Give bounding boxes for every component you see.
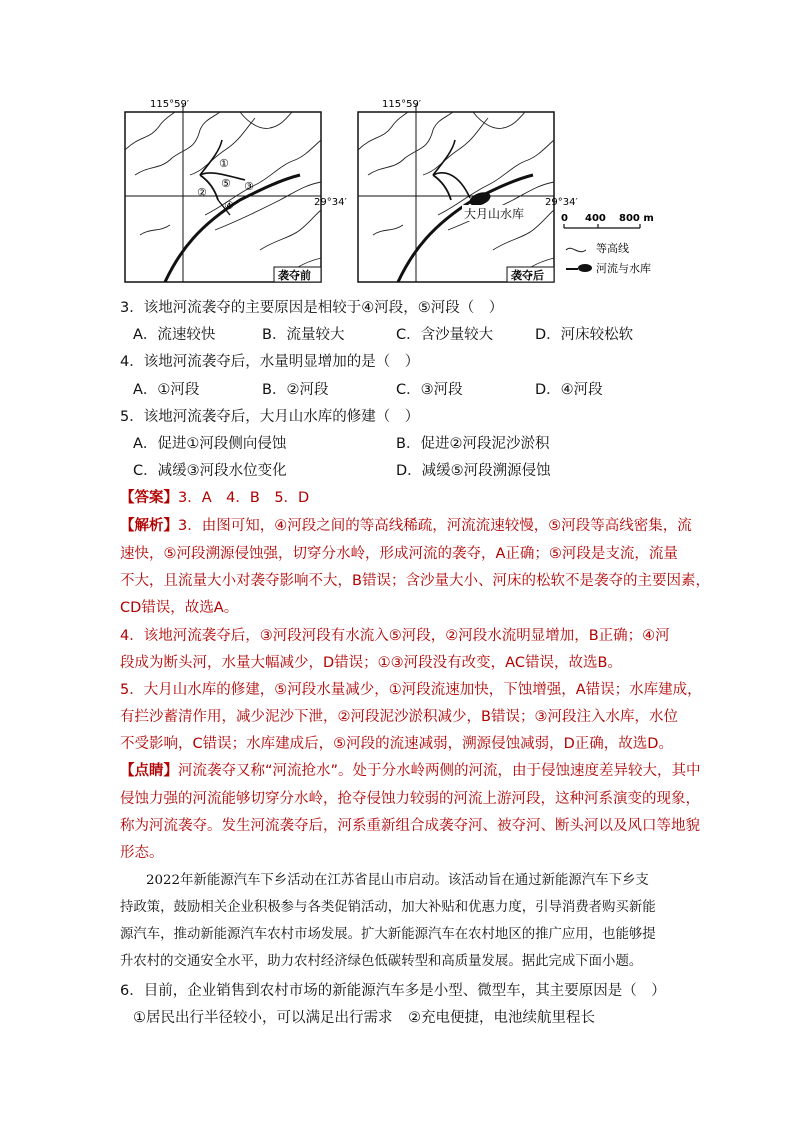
q4-stem: 4．该地河流袭夺后，水量明显增加的是（ ）	[120, 354, 420, 370]
legend-river: 河流与水库	[596, 262, 651, 275]
q3-option-a[interactable]: A．流速较快	[133, 327, 216, 343]
q6-stem: 6．目前，企业销售到农村市场的新能源汽车多是小型、微型车，其主要原因是（ ）	[120, 983, 666, 999]
contour-legend-icon	[566, 248, 586, 251]
answer-line	[120, 488, 680, 508]
river-label-1: ①	[219, 157, 229, 170]
analysis-line-6: 段成为断头河，水量大幅减少，D错误；①③河段没有改变，AC错误，故选B。	[120, 655, 622, 671]
reservoir-legend-icon	[578, 264, 592, 272]
legend-contour: 等高线	[596, 242, 629, 255]
analysis-line-9: 不受影响，C错误；水库建成后，⑤河段的流速减弱，溯源侵蚀减弱，D正确，故选D。	[120, 736, 673, 752]
map-after	[358, 99, 578, 282]
scale-bar	[561, 213, 654, 228]
map-after-caption: 袭夺后	[511, 269, 544, 282]
analysis-line-8: 有拦沙蓄清作用，减少泥沙下泄，②河段泥沙淤积减少，B错误；③河段注入水库，水位	[120, 709, 678, 725]
q5-option-b[interactable]: B．促进②河段泥沙淤积	[396, 436, 550, 452]
answer-tag: 【答案】	[120, 490, 178, 506]
q5-option-a[interactable]: A．促进①河段侧向侵蚀	[133, 436, 287, 452]
comment-line-2: 侵蚀力强的河流能够切穿分水岭，抢夺侵蚀力较弱的河流上游河段，这种河系演变的现象，	[120, 791, 700, 807]
analysis-tag: 【解析】	[120, 518, 178, 534]
q4-option-a[interactable]: A．①河段	[133, 382, 200, 398]
comment-tag: 【点睛】	[120, 763, 178, 779]
comment-text-1: 河流袭夺又称“河流抢水”。处于分水岭两侧的河流，由于侵蚀速度差异较大，其中	[178, 763, 701, 779]
analysis-text-1: 3．由图可知，④河段之间的等高线稀疏，河流流速较慢，⑤河段等高线密集，流	[178, 518, 692, 534]
q5-stem: 5．该地河流袭夺后，大月山水库的修建（ ）	[120, 409, 420, 425]
comment-line-3: 称为河流袭夺。发生河流袭夺后，河系重新组合成袭夺河、被夺河、断头河以及风口等地貌	[120, 818, 700, 834]
comment-line-4: 形态。	[120, 845, 164, 861]
q6-item-2: ②充电便捷，电池续航里程长	[408, 1010, 595, 1026]
river-capture-figure	[0, 0, 794, 300]
material-line-2: 持政策，鼓励相关企业积极参与各类促销活动，加大补贴和优惠力度，引导消费者购买新能	[120, 900, 656, 915]
q4-option-d[interactable]: D．④河段	[535, 382, 603, 398]
analysis-line-1	[120, 516, 692, 536]
comment-line-1	[120, 761, 701, 781]
material-line-1: 2022年新能源汽车下乡活动在江苏省昆山市启动。该活动旨在通过新能源汽车下乡支	[146, 873, 649, 888]
q3-stem: 3．该地河流袭夺的主要原因是相较于④河段，⑤河段（ ）	[120, 300, 504, 316]
map-after-lat: 29°34′	[545, 197, 578, 208]
analysis-line-4: CD错误，故选A。	[120, 600, 239, 616]
scale-tick-400: 400	[585, 213, 606, 224]
q3-option-c[interactable]: C．含沙量较大	[396, 327, 494, 343]
map-before-caption: 袭夺前	[278, 269, 311, 282]
material-line-4: 升农村的交通安全水平，助力农村经济绿色低碳转型和高质量发展。据此完成下面小题。	[120, 954, 643, 969]
map-before-lon: 115°59′	[150, 99, 190, 110]
answer-text: 3．A 4．B 5．D	[178, 490, 310, 506]
q3-option-d[interactable]: D．河床较松软	[535, 327, 634, 343]
river-label-5: ⑤	[221, 177, 231, 190]
q6-item-1: ①居民出行半径较小，可以满足出行需求	[133, 1010, 393, 1026]
q5-option-c[interactable]: C．减缓③河段水位变化	[133, 463, 287, 479]
reservoir-label: 大月山水库	[464, 207, 525, 221]
river-label-4: ④	[224, 199, 234, 212]
map-after-lon: 115°59′	[382, 99, 422, 110]
material-line-3: 源汽车，推动新能源汽车农村市场发展。扩大新能源汽车在农村地区的推广应用，也能够提	[120, 927, 656, 942]
river-label-2: ②	[197, 186, 207, 199]
q3-option-b[interactable]: B．流量较大	[262, 327, 345, 343]
q5-option-d[interactable]: D．减缓⑤河段溯源侵蚀	[396, 463, 551, 479]
q4-option-b[interactable]: B．②河段	[262, 382, 329, 398]
analysis-line-2: 速快，⑤河段溯源侵蚀强，切穿分水岭，形成河流的袭夺，A正确；⑤河段是支流，流量	[120, 546, 678, 562]
map-before	[125, 99, 347, 282]
map-legend	[566, 241, 651, 275]
analysis-line-5: 4．该地河流袭夺后，③河段河段有水流入⑤河段，②河段水流明显增加，B正确；④河	[120, 628, 670, 644]
q4-option-c[interactable]: C．③河段	[396, 382, 463, 398]
scale-tick-0: 0	[561, 213, 568, 224]
river-label-3: ③	[244, 180, 254, 193]
scale-tick-800: 800 m	[619, 213, 654, 224]
map-before-lat: 29°34′	[314, 197, 347, 208]
analysis-line-3: 不大，且流量大小对袭夺影响不大，B错误；含沙量大小、河床的松软不是袭夺的主要因素，	[120, 573, 710, 589]
analysis-line-7: 5．大月山水库的修建，⑤河段水量减少，①河段流速加快，下蚀增强，A错误；水库建成，	[120, 682, 702, 698]
